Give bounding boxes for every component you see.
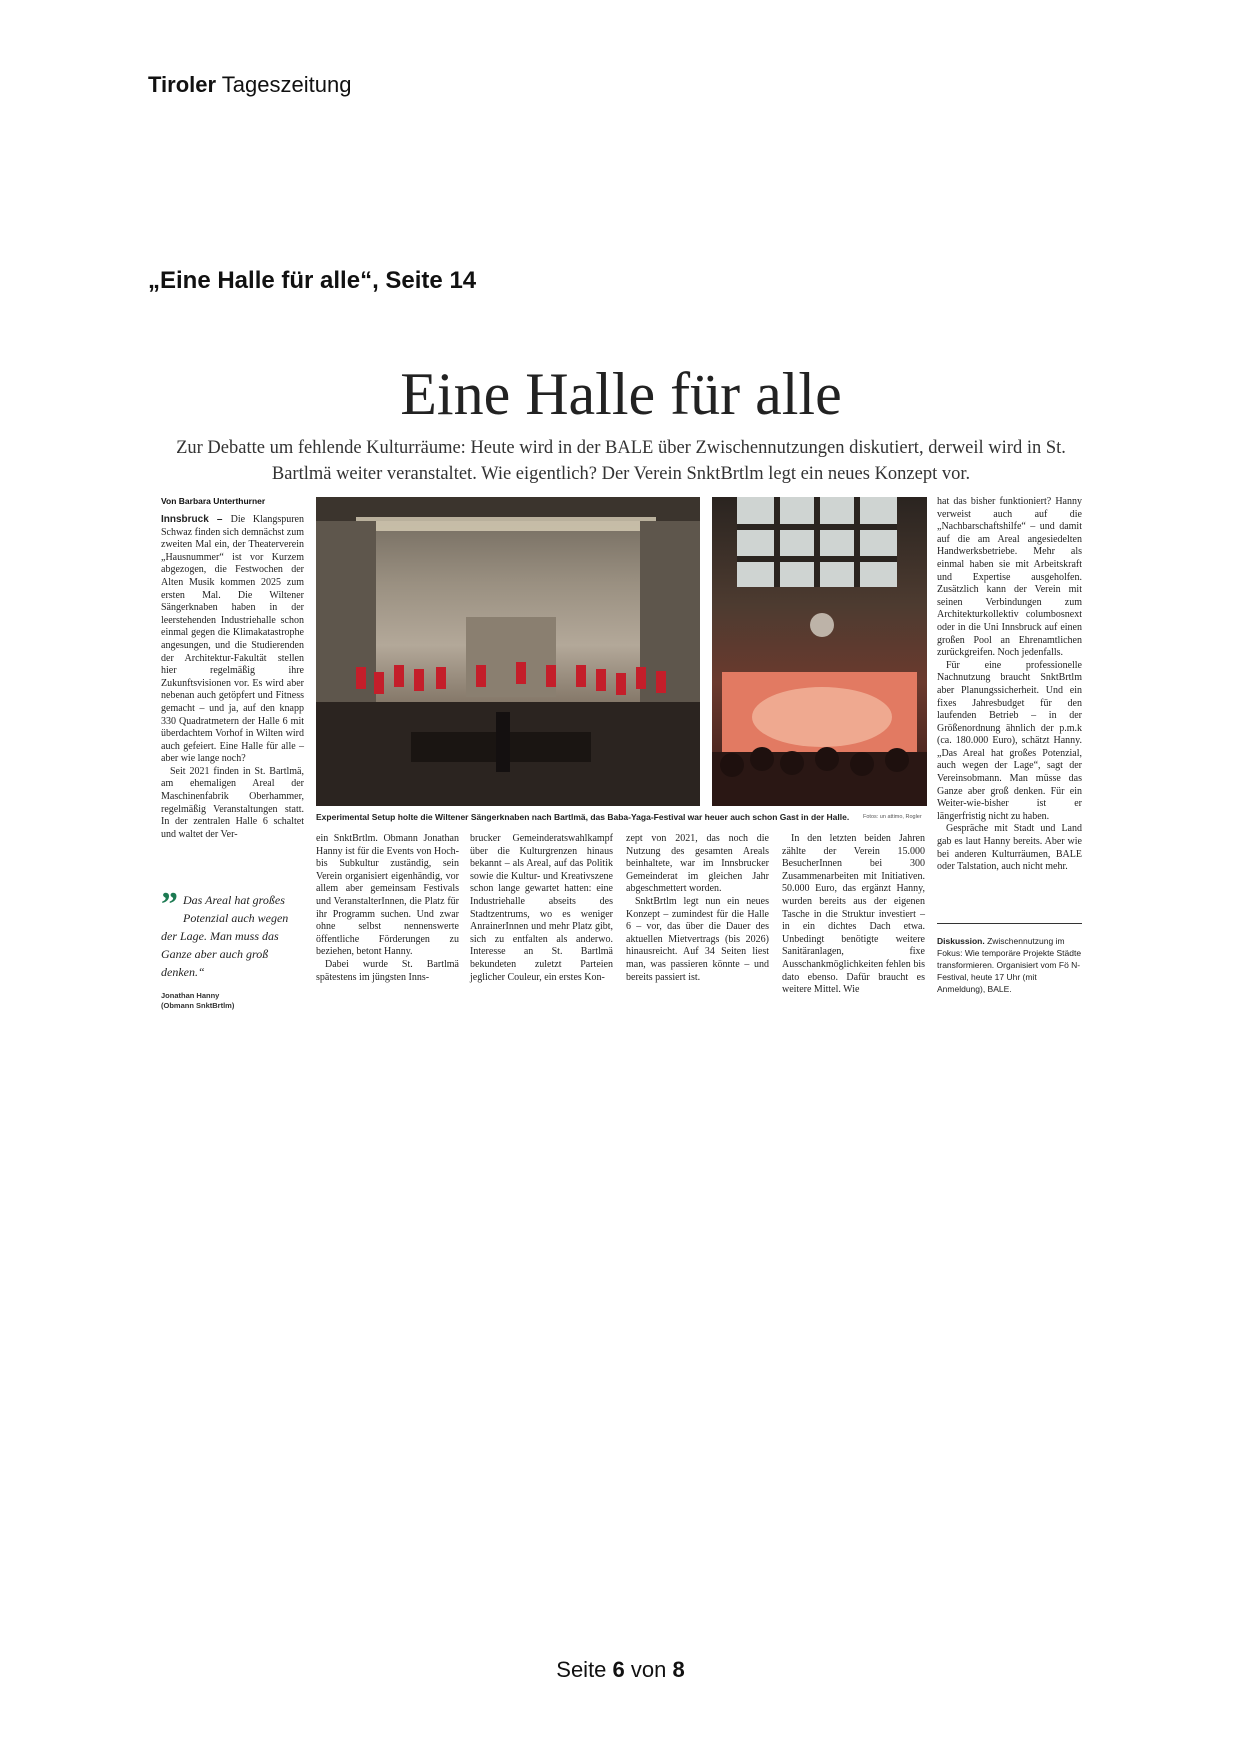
column-2-paragraph-1: ein SnktBrtlm. Obmann Jonathan Hanny ist für die Events von Hoch- bis Subkultur zuständig, sein Verein organisiert eigenhändig, vor allem aber gemeinsam Festivals und VeranstalterInnen, die Platz für ihr Programm suchen. Und zwar ohne selbst nennenswerte öffentliche Förderungen zu beziehen, betont Hanny.: [316, 833, 459, 958]
quote-text: ” Das Areal hat großes Potenzial auch wegen der Lage. Man muss das Ganze aber auch groß denken.“: [161, 886, 289, 979]
quote-mark-icon: ”: [161, 886, 178, 923]
column-1-paragraph-2: Seit 2021 finden in St. Bartlmä, am ehemaligen Areal der Maschinenfabrik Oberhammer, regelmäßig Veranstaltungen statt. In der zentralen Halle 6 schaltet und waltet der Ver-: [161, 765, 304, 840]
pull-quote: [161, 886, 301, 1011]
article-deck: Zur Debatte um fehlende Kulturräume: Heute wird in der BALE über Zwischennutzungen diskutiert, derweil wird in St. Bartlmä weiter veranstaltet. Wie eigentlich? Der Verein SnktBrtlm legt ein neues Konzept vor.: [176, 438, 1066, 484]
column-5-paragraph-1: In den letzten beiden Jahren zählte der Verein 15.000 BesucherInnen bei 300 Zusammenarbeiten mit Initiativen. 50.000 Euro, das ergänzt Hanny, wurden bereits aus der eigenen Tasche in die Struktur investiert – in ein dichtes Dach etwa. Unbedingt benötigte weitere Sanitäranlagen, fixe Ausschankmöglichkeiten fehlen bis dato ebenso. Dafür braucht es weitere Mittel. Wie: [782, 833, 925, 996]
article-column-1: [161, 514, 304, 841]
dateline: Innsbruck –: [161, 514, 231, 525]
photo-choir-in-hall: [316, 497, 700, 806]
article-headline: Eine Halle für alle: [400, 361, 842, 427]
article-column-2: [316, 833, 459, 984]
quote-author: [161, 991, 301, 1011]
event-info-label: Diskussion.: [937, 936, 985, 946]
column-2-paragraph-2: Dabei wurde St. Bartlmä spätestens im jüngsten Inns-: [316, 958, 459, 983]
photo-choir-illustration: [316, 497, 700, 806]
publication-name: [148, 72, 351, 98]
quote-author-name: Jonathan Hanny: [161, 991, 220, 1000]
info-box-divider: [937, 923, 1082, 924]
article-column-4: [626, 833, 769, 984]
quote-author-role: (Obmann SnktBrtlm): [161, 1001, 235, 1010]
column-6-paragraph-1: hat das bisher funktioniert? Hanny verweist auch auf die „Nachbarschaftshilfe“ – und damit auf die am Areal angesiedelten Handwerksbetriebe. Mehr als einmal haben sie mit Arbeitskraft und Expertise ausgeholfen. Zusätzlich kann der Verein mit seinen Verbindungen zum Architekturkollektiv columbosnext oder in die Uni Innsbruck auf einen großen Pool an Ehrenamtlichen zurückgreifen. Noch jedenfalls.: [937, 496, 1082, 659]
article-column-3: [470, 833, 613, 984]
column-4-paragraph-2: SnktBrtlm legt nun ein neues Konzept – zumindest für die Halle 6 – vor, das über die Dauer des aktuellen Mietvertrags (bis 2026) hinausreicht. Auf 34 Seiten liest man, was passieren könnte – und bereits passiert ist.: [626, 895, 769, 983]
event-info-box: [937, 935, 1082, 995]
publication-name-rest: Tageszeitung: [216, 72, 352, 97]
publication-name-bold: Tiroler: [148, 72, 217, 97]
column-6-paragraph-3: Gespräche mit Stadt und Land gab es laut Hanny bereits. Aber wie bei anderen Kulturräumen, BALE oder Talstation, auch nicht mehr.: [937, 823, 1082, 873]
photo-concert-illustration: [712, 497, 927, 806]
total-page-count: 8: [672, 1657, 685, 1682]
byline: Von Barbara Unterthurner: [161, 496, 266, 506]
event-info-text: Zwischennutzung im Fokus: Wie temporäre Projekte Städte transformieren. Organisiert vom Fö N-Festival, heute 17 Uhr (mit Anmeldung), BALE.: [937, 936, 1082, 994]
article-reference: „Eine Halle für alle“, Seite 14: [148, 267, 477, 294]
column-6-paragraph-2: Für eine professionelle Nachnutzung braucht SnktBrtlm aber Planungssicherheit. Und ein fixes Jahresbudget für den laufenden Betrieb – in der Größenordnung ähnlich der p.m.k (ca. 180.000 Euro), schätzt Hanny. „Das Areal hat großes Potenzial, auch wegen der Lage“, sagt der Vereinsobmann. Man müsse das Ganze aber groß denken. Für ein Weiter-wie-bisher ist er längerfristig nicht zu haben.: [937, 659, 1082, 822]
photo-caption: Experimental Setup holte die Wiltener Sängerknaben nach Bartlmä, das Baba-Yaga-Festival war heuer auch schon Gast in der Halle.: [316, 812, 850, 822]
photo-festival-concert: [712, 497, 927, 806]
page-counter: Seite 6 von 8: [556, 1657, 685, 1682]
column-3-paragraph-1: brucker Gemeinderatswahlkampf über die Kulturgrenzen hinaus bekannt – als Areal, auf das Politik sowie die Kultur- und Kreativszene schon lange gewartet hatten: eine Industriehalle abseits des Stadtzentrums, wo es weniger AnrainerInnen und mehr Platz gibt, sich zu entfalten als anderwo. Interesse an St. Bartlmä bekundeten zuletzt Parteien jeglicher Couleur, ein erstes Kon-: [470, 833, 613, 983]
column-4-paragraph-1: zept von 2021, das noch die Nutzung des gesamten Areals beinhaltete, war im Innsbrucker Gemeinderat im gleichen Jahr abgeschmettert worden.: [626, 833, 769, 895]
article-column-5: [782, 833, 925, 997]
current-page-number: 6: [612, 1657, 625, 1682]
article-column-6: [937, 496, 1082, 874]
photo-credit: Fotos: un attimo, Rogler: [863, 814, 922, 820]
column-1-paragraph-1: Innsbruck – Die Klangspuren Schwaz finden sich demnächst zum zweiten Mal ein, der Theaterverein „Hausnummer“ ist vor Kurzem abgezogen, die Festwochen der Alten Musik kommen 2025 zum ersten Mal. Die Wiltener Sängerknaben haben in der leerstehenden Industriehalle schon einmal gegen die Klimakatastrophe angesungen, und die Studierenden der Architektur-Fakultät stellen hier regelmäßig ihre Zukunftsvisionen vor. Es wird aber nebenan auch getöpfert und Fitness gemacht – und ja, auf den knapp 330 Quadratmetern der Halle 6 mit überdachtem Vorhof in Wilten wird auch gefeiert. Eine Halle für alle – aber wie lange noch?: [161, 514, 304, 765]
